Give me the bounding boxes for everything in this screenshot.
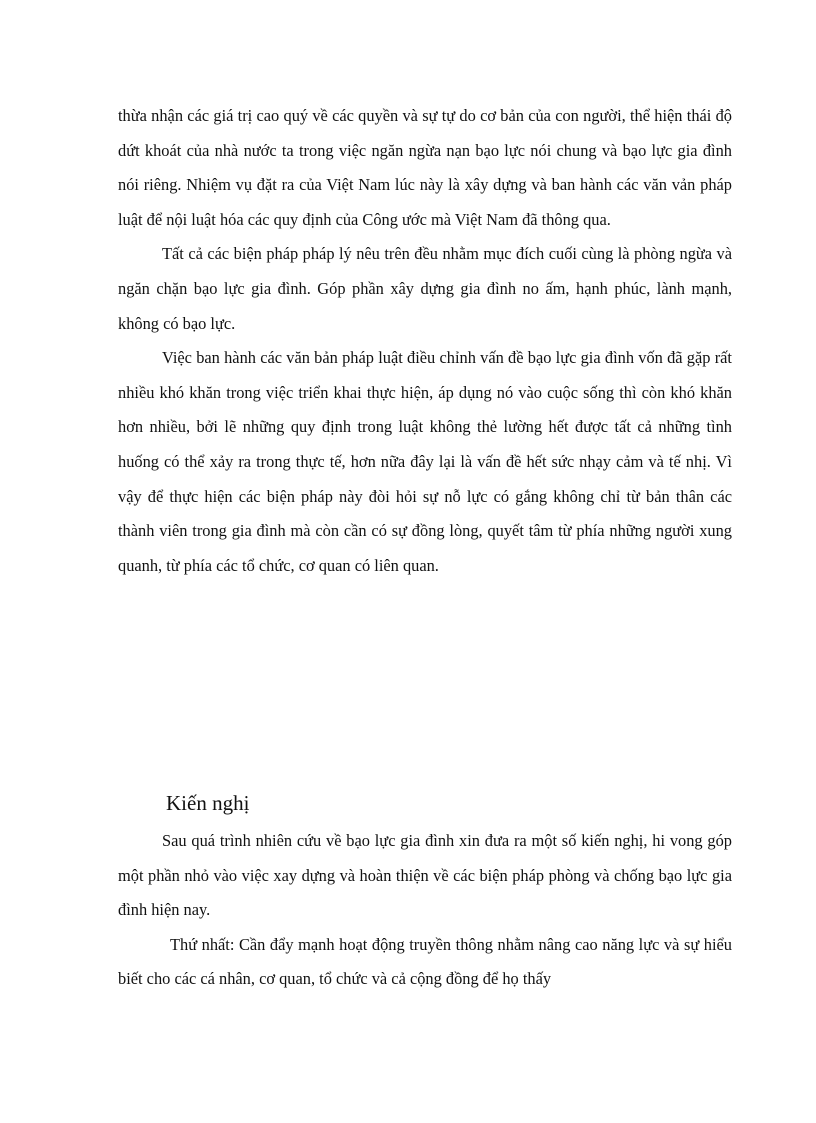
recommendations-section	[118, 786, 732, 997]
paragraph-legal-measures: Tất cả các biện pháp pháp lý nêu trên đều nhằm mục đích cuối cùng là phòng ngừa và ngăn chặn bạo lực gia đình. Góp phần xây dựng gia đình no ấm, hạnh phúc, lành mạnh, không có bạo lực.	[118, 244, 732, 333]
paragraph-continuation: thừa nhận các giá trị cao quý về các quyền và sự tự do cơ bản của con người, thể hiện thái độ dứt khoát của nhà nước ta trong việc ngăn ngừa nạn bạo lực nói chung và bạo lực gia đình nói riêng. Nhiệm vụ đặt ra của Việt Nam lúc này là xây dựng và ban hành các văn vản pháp luật để nội luật hóa các quy định của Công ước mà Việt Nam đã thông qua.	[118, 106, 732, 229]
section-heading: Kiến nghị	[166, 791, 250, 815]
paragraph-recommendations-intro: Sau quá trình nhiên cứu về bạo lực gia đình xin đưa ra một số kiến nghị, hi vong góp một phần nhỏ vào việc xay dựng và hoàn thiện về các biện pháp phòng và chống bạo lực gia đình hiện nay.	[118, 831, 732, 920]
document-body	[118, 99, 732, 583]
paragraph-implementation: Việc ban hành các văn bản pháp luật điều chỉnh vấn đề bạo lực gia đình vốn đã gặp rất nhiều khó khăn trong việc triển khai thực hiện, áp dụng nó vào cuộc sống thì còn khó khăn hơn nhiều, bởi lẽ những quy định trong luật không thẻ lường hết được tất cả những tình huống có thể xảy ra trong thực tế, hơn nữa đây lại là vấn đề hết sức nhạy cảm và tế nhị. Vì vậy để thực hiện các biện pháp này đòi hỏi sự nỗ lực có gắng không chỉ từ bản thân các thành viên trong gia đình mà còn cần có sự đồng lòng, quyết tâm từ phía những người xung quanh, từ phía các tổ chức, cơ quan có liên quan.	[118, 348, 732, 575]
paragraph-recommendation-first: Thứ nhất: Cần đẩy mạnh hoạt động truyền thông nhằm nâng cao năng lực và sự hiểu biết cho các cá nhân, cơ quan, tổ chức và cả cộng đồng để họ thấy	[118, 934, 732, 989]
